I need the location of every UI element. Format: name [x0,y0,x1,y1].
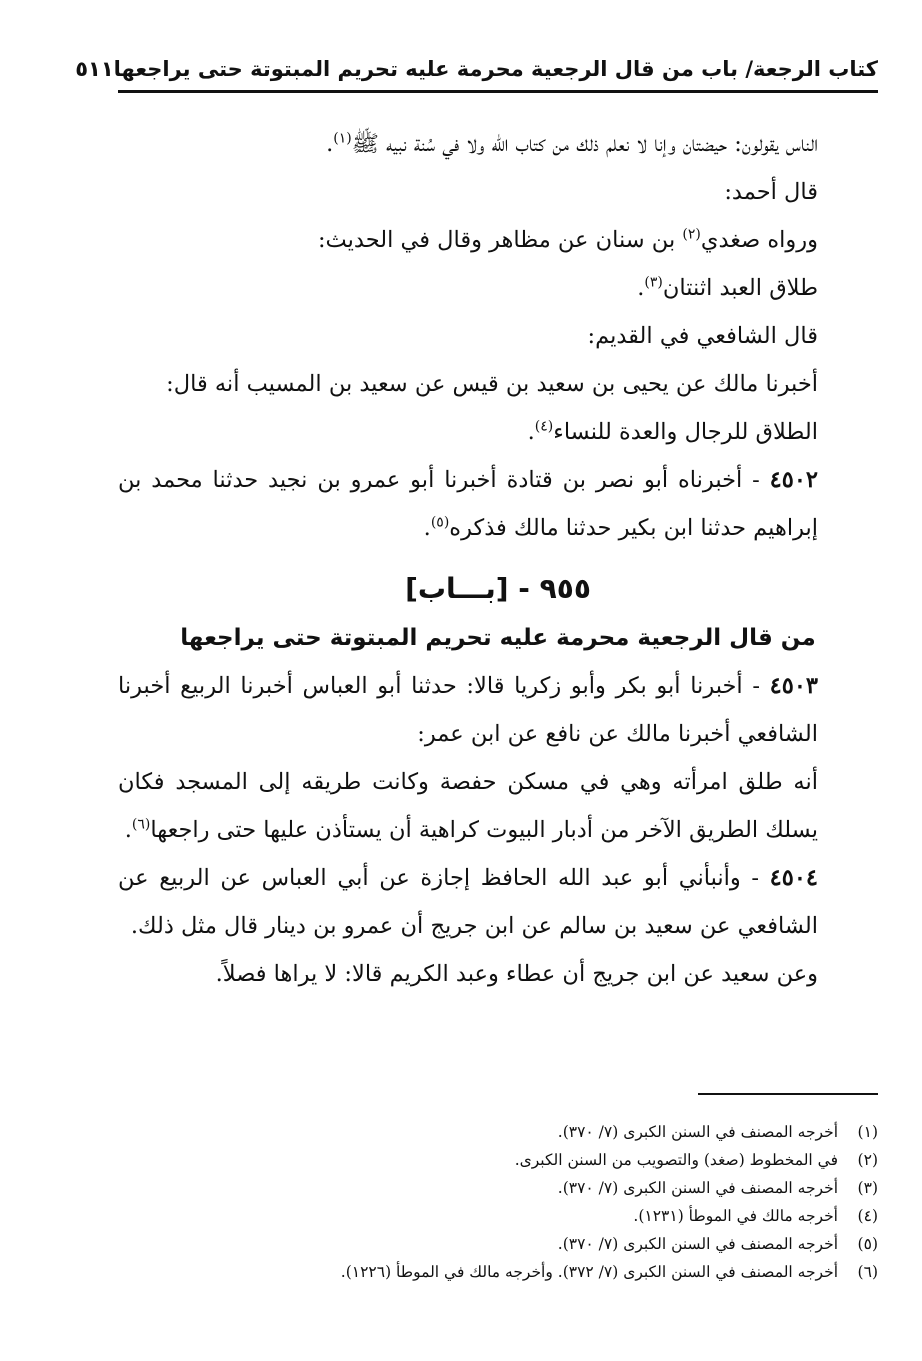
header-title: كتاب الرجعة/ باب من قال الرجعية محرمة عليه تحريم المبتوتة حتى يراجعها [113,57,878,81]
footnote-text: أخرجه المصنف في السنن الكبرى (٧/ ٣٧٢). وأخرجه مالك في الموطأ (١٢٢٦). [340,1263,838,1281]
paragraph-7: الطلاق للرجال والعدة للنساء$^{(٤)}$. [527,418,818,445]
footnote-number: (٥) [857,1235,878,1253]
main-text [118,120,878,998]
footnote-number: (٦) [857,1263,878,1281]
footnote-4 [118,1202,878,1230]
footnote-6 [118,1258,878,1286]
hadith-number: ٤٥٠٢ [769,467,818,493]
paragraph-3: ورواه صغدي$^{(٢)}$ بن سنان عن مظاهر وقال في الحديث: [317,226,818,253]
footnote-ref-6[interactable]: (٦) [131,816,151,833]
paragraph-10: أنه طلق امرأته وهي في مسكن حفصة وكانت طريقه إلى المسجد فكان يسلك الطريق الآخر من أدبار البيوت كراهية أن يستأذن عليها حتى راجعها$^{(٦)}$. [118,769,818,843]
footnote-ref-1[interactable]: (١) [333,130,352,147]
footnotes [118,1118,878,1286]
footnote-5 [118,1230,878,1258]
footnote-ref-2[interactable]: (٢) [682,226,701,243]
footnote-ref-4[interactable]: (٤) [534,418,554,435]
footnote-text: أخرجه المصنف في السنن الكبرى (٧/ ٣٧٠). [557,1235,838,1253]
footnote-ref-5[interactable]: (٥) [430,514,450,531]
running-header [75,48,878,93]
paragraph-2: قال أحمد: [724,179,818,205]
page-number: ٥١١ [75,57,114,81]
footnote-number: (١) [857,1123,878,1141]
paragraph-12: وعن سعيد عن ابن جريج أن عطاء وعبد الكريم قالا: لا يراها فصلاً. [215,961,818,987]
paragraph-1: الناس يقولون: حيضتان وإنا لا نعلم ذلك من كتاب الله ولا في سُنة نبيه ﷺ$^{(١)}$. [326,130,818,157]
chapter-title: من قال الرجعية محرمة عليه تحريم المبتوتة حتى يراجعها [180,625,816,651]
hadith-number: ٤٥٠٣ [769,673,818,699]
footnote-text: أخرجه المصنف في السنن الكبرى (٧/ ٣٧٠). [557,1179,838,1197]
footnote-number: (٤) [857,1207,878,1225]
hadith-4502: ٤٥٠٢ - أخبرناه أبو نصر بن قتادة أخبرنا أبو عمرو بن نجيد حدثنا محمد بن إبراهيم حدثنا ابن بكير حدثنا مالك فذكره$^{(٥)}$. [118,467,818,541]
hadith-4504: ٤٥٠٤ - وأنبأني أبو عبد الله الحافظ إجازة عن أبي العباس عن الربيع عن الشافعي عن سعيد بن سالم عن ابن جريج أن عمرو بن دينار قال مثل ذلك. [118,865,818,939]
footnote-1 [118,1118,878,1146]
hadith-number: ٤٥٠٤ [769,865,818,891]
footnote-text: في المخطوط (صغد) والتصويب من السنن الكبرى. [514,1151,838,1169]
footnote-number: (٣) [857,1179,878,1197]
footnote-text: أخرجه المصنف في السنن الكبرى (٧/ ٣٧٠). [557,1123,838,1141]
footnote-text: أخرجه مالك في الموطأ (١٢٣١). [633,1207,838,1225]
paragraph-5: قال الشافعي في القديم: [587,323,818,349]
footnote-divider [698,1093,878,1095]
footnote-3 [118,1174,878,1202]
hadith-4503: ٤٥٠٣ - أخبرنا أبو بكر وأبو زكريا قالا: حدثنا أبو العباس أخبرنا الربيع أخبرنا الشافعي أخبرنا مالك عن نافع عن ابن عمر: [118,673,818,747]
footnote-number: (٢) [857,1151,878,1169]
footnote-ref-3[interactable]: (٣) [644,274,663,291]
paragraph-6: أخبرنا مالك عن يحيى بن سعيد بن قيس عن سعيد بن المسيب أنه قال: [166,371,818,397]
chapter-number: ٩٥٥ - [بـــاب] [405,572,591,605]
paragraph-4: طلاق العبد اثنتان$^{(٣)}$. [637,274,818,301]
footnote-2 [118,1146,878,1174]
